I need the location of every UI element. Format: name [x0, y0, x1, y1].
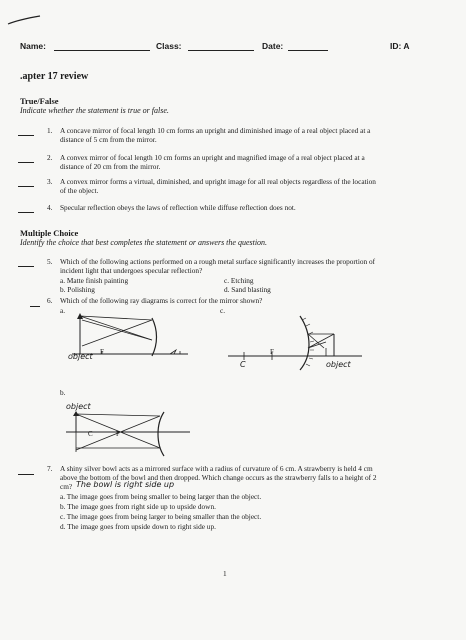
- question-text-2a: A convex mirror of focal length 10 cm forms an upright and magnified image of a real object placed at a: [60, 153, 365, 162]
- question-text-5b: incident light that undergoes specular reflection?: [60, 266, 203, 275]
- question-text-7c: cm?: [60, 482, 73, 491]
- question-text-5a: Which of the following actions performed on a rough metal surface significantly increases the proportion of: [60, 257, 376, 266]
- question-text-1b: distance of 5 cm from the mirror.: [60, 135, 157, 144]
- answer-blank-3: [18, 178, 34, 187]
- true-false-instruction: Indicate whether the statement is true or false.: [20, 106, 169, 115]
- page-title: .apter 17 review: [20, 71, 89, 82]
- diagram-a-label: a.: [60, 306, 66, 315]
- question-number-4: 4.: [47, 203, 53, 212]
- question-text-7b: above the bottom of the bowl and then dropped. Which change occurs as the strawberry falls to a height of 2: [60, 473, 377, 482]
- date-field: [288, 41, 328, 51]
- choice-7c: c. The image goes from being larger to being smaller than the object.: [60, 512, 262, 521]
- question-number-7: 7.: [47, 464, 53, 473]
- ray-diagram-b: [60, 410, 200, 462]
- class-field: [188, 41, 254, 51]
- question-text-7a: A shiny silver bowl acts as a mirrored surface with a radius of curvature of 6 cm. A strawberry is held 4 cm: [60, 464, 373, 473]
- diagram-b-object-label: object: [66, 402, 91, 411]
- name-field: [54, 41, 150, 51]
- question-text-3b: of the object.: [60, 186, 99, 195]
- multiple-choice-heading: Multiple Choice: [20, 228, 79, 238]
- class-label: Class:: [156, 41, 182, 51]
- pen-mark: [4, 10, 44, 30]
- diagram-a-object-label: object: [68, 352, 93, 361]
- choice-5c: c. Etching: [224, 276, 254, 285]
- choice-7d: d. The image goes from upside down to right side up.: [60, 522, 216, 531]
- diagram-c-label: c.: [220, 306, 226, 315]
- answer-blank-5: [18, 258, 34, 267]
- diagram-b-center-label: C: [88, 430, 93, 438]
- diagram-b-label: b.: [60, 388, 66, 397]
- diagram-c-object-label: object: [326, 360, 351, 369]
- question-text-1a: A concave mirror of focal length 10 cm forms an upright and diminished image of a real object placed at a: [60, 126, 371, 135]
- question-number-2: 2.: [47, 153, 53, 162]
- question-text-6: Which of the following ray diagrams is correct for the mirror shown?: [60, 296, 263, 305]
- id-label: ID: A: [390, 41, 410, 51]
- true-false-heading: True/False: [20, 96, 59, 106]
- diagram-c-center-label: C: [240, 360, 246, 369]
- diagram-a-focus-label: F: [100, 348, 104, 356]
- name-label: Name:: [20, 41, 46, 51]
- question-text-3a: A convex mirror forms a virtual, diminished, and upright image for all real objects regardless of the location: [60, 177, 376, 186]
- choice-5b: b. Polishing: [60, 285, 95, 294]
- choice-7b: b. The image goes from right side up to upside down.: [60, 502, 216, 511]
- question-number-5: 5.: [47, 257, 53, 266]
- answer-blank-7: [18, 466, 34, 475]
- question-number-1: 1.: [47, 126, 53, 135]
- answer-blank-2: [18, 154, 34, 163]
- answer-blank-1: [18, 127, 34, 136]
- choice-5d: d. Sand blasting: [224, 285, 271, 294]
- choice-7a: a. The image goes from being smaller to being larger than the object.: [60, 492, 262, 501]
- date-label: Date:: [262, 41, 284, 51]
- handwritten-note: The bowl is right side up: [76, 480, 175, 489]
- answer-blank-6: [30, 298, 40, 307]
- diagram-b-focus-label: F: [116, 430, 120, 438]
- diagram-c-focus-label: F: [270, 348, 274, 356]
- choice-5a: a. Matte finish painting: [60, 276, 129, 285]
- page-number: 1: [223, 569, 227, 578]
- question-text-2b: distance of 20 cm from the mirror.: [60, 162, 161, 171]
- question-number-3: 3.: [47, 177, 53, 186]
- question-number-6: 6.: [47, 296, 53, 305]
- multiple-choice-instruction: Identify the choice that best completes the statement or answers the question.: [20, 238, 268, 247]
- question-text-4: Specular reflection obeys the laws of reflection while diffuse reflection does not.: [60, 203, 296, 212]
- answer-blank-4: [18, 204, 34, 213]
